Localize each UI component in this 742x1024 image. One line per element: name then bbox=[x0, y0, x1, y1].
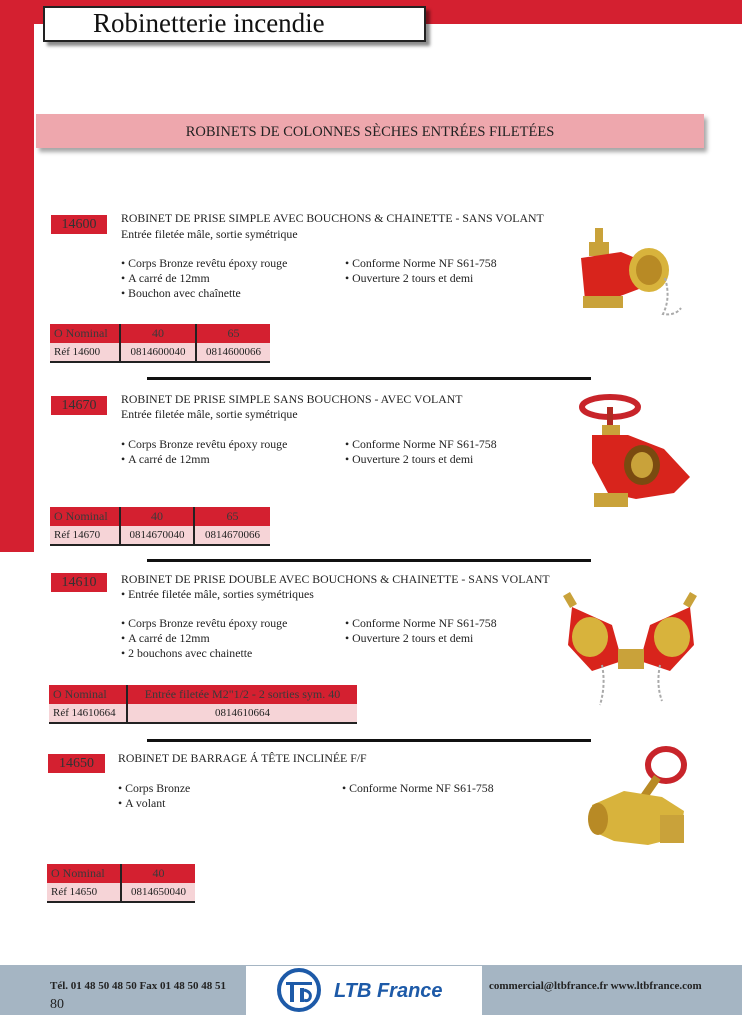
table-header-cell: 65 bbox=[196, 324, 270, 343]
product-subtitle: Entrée filetée mâle, sortie symétrique bbox=[121, 227, 298, 241]
product-features-right bbox=[342, 781, 494, 796]
feature-item: • Conforme Norme NF S61-758 bbox=[345, 256, 497, 271]
feature-item: • Conforme Norme NF S61-758 bbox=[342, 781, 494, 796]
table-header-cell: O Nominal bbox=[47, 864, 121, 883]
table-cell: 0814650040 bbox=[121, 883, 195, 902]
product-title: ROBINET DE BARRAGE Á TÊTE INCLINÉE F/F bbox=[118, 751, 367, 765]
fire-valve-handwheel-icon bbox=[578, 393, 696, 511]
footer-contact: commercial@ltbfrance.fr www.ltbfrance.com bbox=[489, 980, 702, 992]
table-cell: 0814600040 bbox=[120, 343, 196, 362]
table-cell: 0814670040 bbox=[120, 526, 194, 545]
product-features-right bbox=[345, 616, 497, 646]
product-ref-tag: 14610 bbox=[51, 573, 107, 592]
product-ref-tag: 14600 bbox=[51, 215, 107, 234]
product-ref-tag: 14670 bbox=[51, 396, 107, 415]
product-title: ROBINET DE PRISE SIMPLE SANS BOUCHONS - AVEC VOLANT bbox=[121, 392, 463, 406]
feature-item: • A carré de 12mm bbox=[121, 631, 287, 646]
feature-item: • A volant bbox=[118, 796, 190, 811]
fire-valve-caps-icon bbox=[575, 228, 695, 320]
section-divider bbox=[147, 377, 591, 380]
double-fire-valve-icon bbox=[562, 585, 700, 711]
product-subtitle: • Entrée filetée mâle, sorties symétriques bbox=[121, 587, 314, 601]
table-cell: Réf 14600 bbox=[50, 343, 120, 362]
section-banner: ROBINETS DE COLONNES SÈCHES ENTRÉES FILETÉES bbox=[36, 114, 704, 148]
table-cell: 0814610664 bbox=[127, 704, 357, 723]
table-header-cell: 65 bbox=[194, 507, 270, 526]
feature-item: • Conforme Norme NF S61-758 bbox=[345, 616, 497, 631]
product-subtitle: Entrée filetée mâle, sortie symétrique bbox=[121, 407, 298, 421]
section-divider bbox=[147, 739, 591, 742]
spec-table bbox=[47, 864, 195, 903]
product-title: ROBINET DE PRISE SIMPLE AVEC BOUCHONS & CHAINETTE - SANS VOLANT bbox=[121, 211, 544, 225]
ltb-logo-icon bbox=[276, 968, 322, 1012]
product-features-left bbox=[121, 437, 287, 467]
brand-logo-text: LTB France bbox=[334, 980, 443, 1002]
feature-item: • Corps Bronze bbox=[118, 781, 190, 796]
page-title: Robinetterie incendie bbox=[93, 8, 325, 38]
table-header-cell: Entrée filetée M2"1/2 - 2 sorties sym. 40 bbox=[127, 685, 357, 704]
page-number: 80 bbox=[50, 997, 64, 1012]
product-features-left bbox=[118, 781, 190, 811]
footer-phone: Tél. 01 48 50 48 50 Fax 01 48 50 48 51 bbox=[50, 980, 226, 992]
table-header-cell: O Nominal bbox=[49, 685, 127, 704]
table-header-cell: 40 bbox=[120, 324, 196, 343]
product-features-right bbox=[345, 437, 497, 467]
product-features-left bbox=[121, 616, 287, 661]
table-cell: Réf 14670 bbox=[50, 526, 120, 545]
table-cell: Réf 14650 bbox=[47, 883, 121, 902]
spec-table bbox=[50, 324, 270, 363]
table-header-cell: O Nominal bbox=[50, 507, 120, 526]
feature-item: • Ouverture 2 tours et demi bbox=[345, 271, 497, 286]
product-title: ROBINET DE PRISE DOUBLE AVEC BOUCHONS & CHAINETTE - SANS VOLANT bbox=[121, 572, 550, 586]
feature-item: • Conforme Norme NF S61-758 bbox=[345, 437, 497, 452]
feature-item: • A carré de 12mm bbox=[121, 271, 287, 286]
page-title-box bbox=[43, 6, 426, 42]
product-ref-tag: 14650 bbox=[48, 754, 105, 773]
feature-item: • Corps Bronze revêtu époxy rouge bbox=[121, 616, 287, 631]
inclined-valve-icon bbox=[584, 745, 692, 849]
spec-table bbox=[50, 507, 270, 546]
table-cell: 0814670066 bbox=[194, 526, 270, 545]
left-red-band bbox=[0, 0, 34, 552]
table-header-cell: 40 bbox=[121, 864, 195, 883]
product-features-right bbox=[345, 256, 497, 286]
feature-item: • Bouchon avec chaînette bbox=[121, 286, 287, 301]
table-cell: Réf 14610664 bbox=[49, 704, 127, 723]
feature-item: • Corps Bronze revêtu époxy rouge bbox=[121, 437, 287, 452]
table-header-cell: 40 bbox=[120, 507, 194, 526]
feature-item: • 2 bouchons avec chainette bbox=[121, 646, 287, 661]
feature-item: • Corps Bronze revêtu époxy rouge bbox=[121, 256, 287, 271]
feature-item: • Ouverture 2 tours et demi bbox=[345, 452, 497, 467]
feature-item: • Ouverture 2 tours et demi bbox=[345, 631, 497, 646]
table-cell: 0814600066 bbox=[196, 343, 270, 362]
section-divider bbox=[147, 559, 591, 562]
spec-table bbox=[49, 685, 357, 724]
feature-item: • A carré de 12mm bbox=[121, 452, 287, 467]
table-header-cell: O Nominal bbox=[50, 324, 120, 343]
product-features-left bbox=[121, 256, 287, 301]
